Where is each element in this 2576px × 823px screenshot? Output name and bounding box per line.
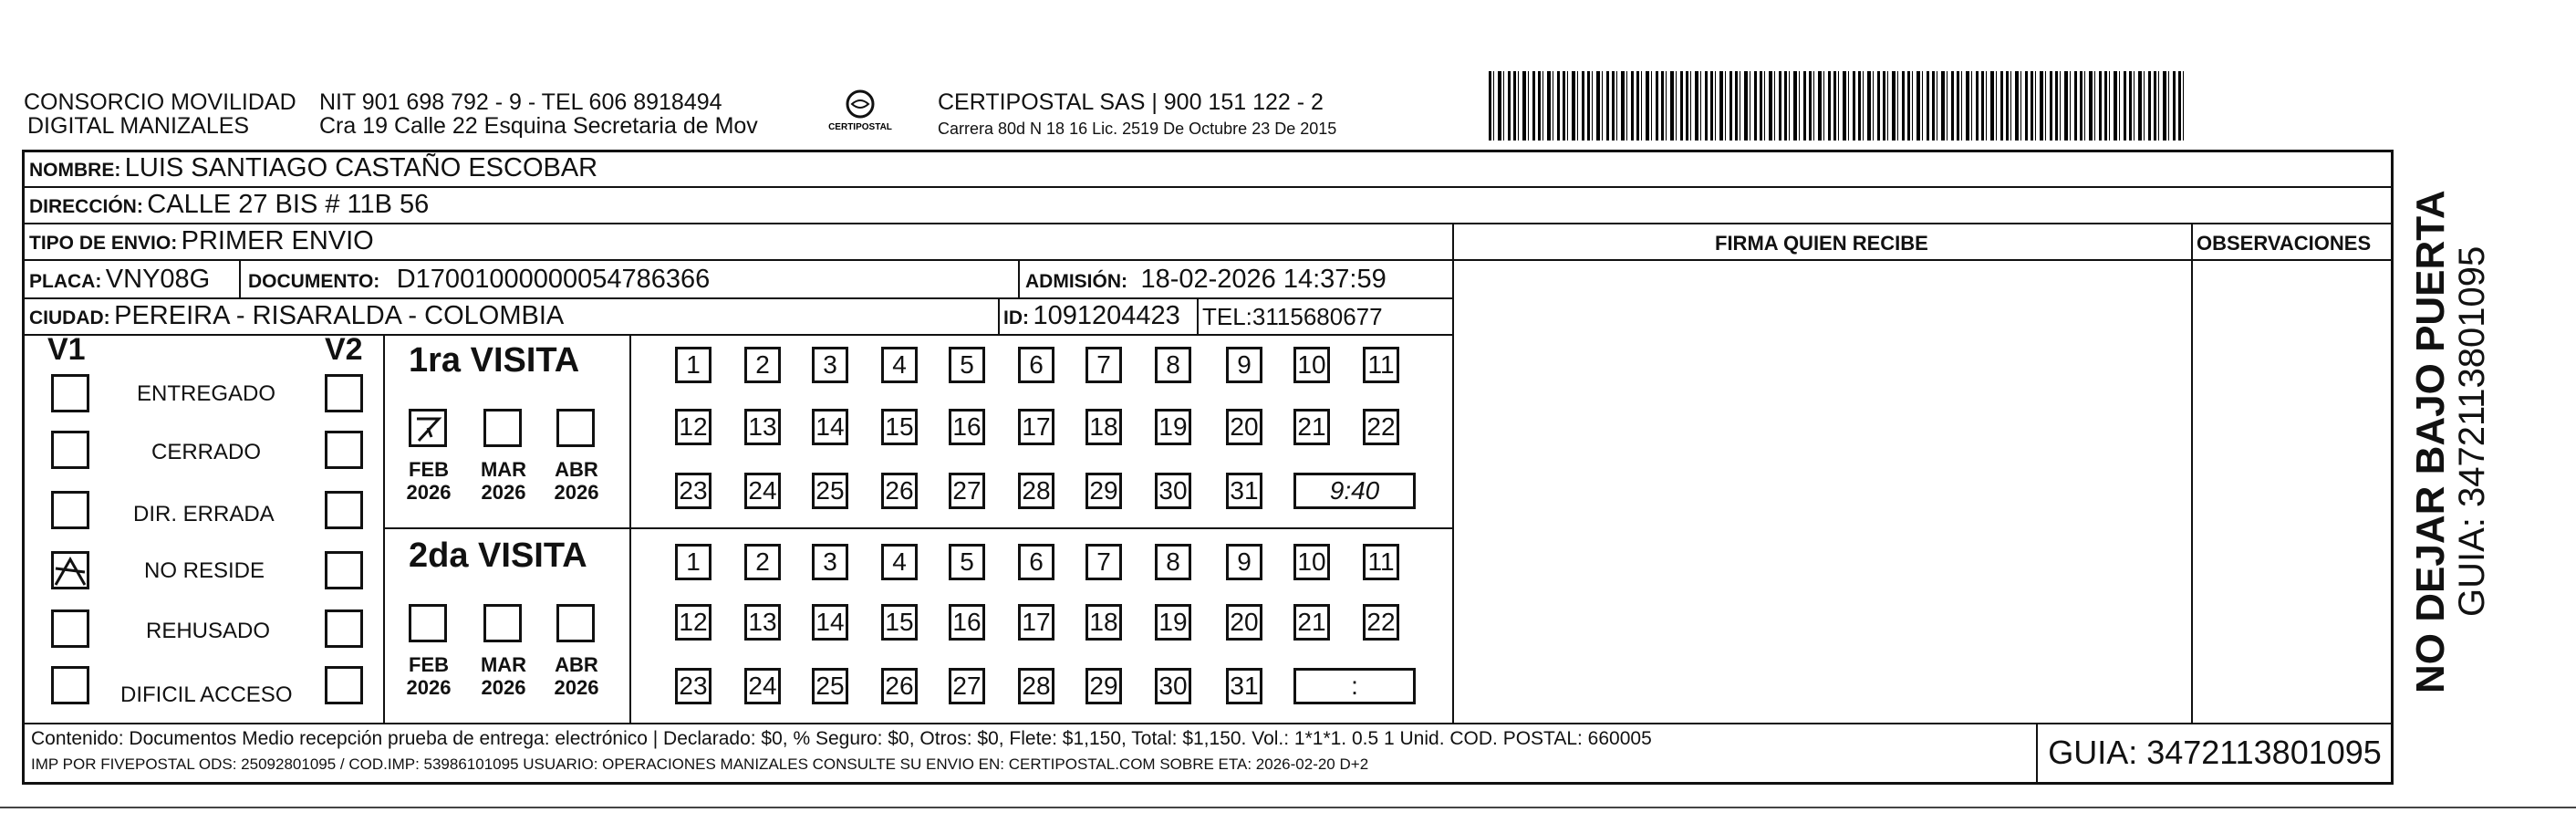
- second-visit-day-box[interactable]: 3: [812, 544, 848, 580]
- first-visit-month-mar: MAR 2026: [480, 458, 527, 504]
- second-visit-day-box[interactable]: 29: [1085, 668, 1122, 704]
- nit-line: NIT 901 698 792 - 9 - TEL 606 8918494: [319, 89, 722, 115]
- documento-row: [248, 265, 710, 295]
- ciudad-value: PEREIRA - RISARALDA - COLOMBIA: [114, 301, 565, 330]
- second-visit-month-mar: MAR 2026: [480, 653, 527, 699]
- second-visit-day-box[interactable]: 16: [949, 604, 985, 641]
- admision-value: 18-02-2026 14:37:59: [1140, 265, 1387, 294]
- side-guia: GUIA: 3472113801095: [2452, 245, 2492, 617]
- documento-value: D17001000000054786366: [396, 265, 711, 294]
- option-dificil-acceso: DIFICIL ACCESO: [120, 682, 293, 707]
- row-divider: [22, 259, 1452, 261]
- option-entregado: ENTREGADO: [137, 381, 276, 406]
- second-visit-day-box[interactable]: 17: [1018, 604, 1054, 641]
- option-cerrado: CERRADO: [151, 440, 262, 464]
- tel-label: TEL:: [1202, 303, 1252, 330]
- second-visit-day-box[interactable]: 24: [744, 668, 781, 704]
- second-visit-label: 2da VISITA: [409, 537, 587, 575]
- certipostal-logo: [819, 86, 901, 141]
- days-left-border: [629, 334, 631, 723]
- visits-left-border: [383, 334, 385, 723]
- second-visit-day-box[interactable]: 27: [949, 668, 985, 704]
- nombre-value: LUIS SANTIAGO CASTAÑO ESCOBAR: [124, 153, 598, 182]
- first-visit-day-box[interactable]: 12: [675, 409, 712, 445]
- first-visit-day-box[interactable]: 7: [1085, 347, 1122, 383]
- second-visit-day-box[interactable]: 26: [881, 668, 918, 704]
- first-visit-day-box[interactable]: 26: [881, 473, 918, 509]
- direccion-value: CALLE 27 BIS # 11B 56: [147, 190, 430, 219]
- first-visit-day-box[interactable]: 23: [675, 473, 712, 509]
- firma-label: FIRMA QUIEN RECIBE: [1715, 232, 1928, 255]
- second-visit-day-box[interactable]: 30: [1155, 668, 1191, 704]
- v2-no-reside-checkbox[interactable]: [325, 551, 363, 589]
- id-label: ID:: [1003, 307, 1029, 328]
- v2-label: V2: [325, 332, 363, 367]
- observations-area[interactable]: [2195, 261, 2392, 721]
- second-visit-day-box[interactable]: 18: [1085, 604, 1122, 641]
- ciudad-row: [29, 301, 564, 331]
- first-visit-day-box[interactable]: 6: [1018, 347, 1054, 383]
- admision-label: ADMISIÓN:: [1025, 271, 1127, 292]
- tipo-envio-label: TIPO DE ENVIO:: [29, 233, 178, 254]
- second-visit-day-box[interactable]: 4: [881, 544, 918, 580]
- second-visit-time-box[interactable]: :: [1293, 668, 1416, 704]
- visit-divider: [383, 527, 1452, 529]
- logo-text: CERTIPOSTAL: [828, 122, 892, 132]
- first-visit-day-box[interactable]: 18: [1085, 409, 1122, 445]
- side-warning: NO DEJAR BAJO PUERTA: [2408, 190, 2453, 693]
- first-visit-mar-box[interactable]: [483, 409, 522, 447]
- signature-left-border: [1452, 223, 1454, 723]
- first-visit-day-box[interactable]: 21: [1293, 409, 1330, 445]
- first-visit-month-abr: ABR 2026: [554, 458, 599, 504]
- observaciones-label: OBSERVACIONES: [2197, 232, 2372, 255]
- second-visit-day-box[interactable]: 12: [675, 604, 712, 641]
- certipostal-line1: CERTIPOSTAL SAS | 900 151 122 - 2: [938, 89, 1324, 115]
- first-visit-day-box[interactable]: 3: [812, 347, 848, 383]
- first-visit-day-box[interactable]: 8: [1155, 347, 1191, 383]
- v1-no-reside-checkbox[interactable]: [51, 551, 89, 589]
- second-visit-day-box[interactable]: 2: [744, 544, 781, 580]
- placa-value: VNY08G: [105, 265, 211, 294]
- first-visit-day-box[interactable]: 13: [744, 409, 781, 445]
- first-visit-day-box[interactable]: 22: [1363, 409, 1399, 445]
- second-visit-day-box[interactable]: 11: [1363, 544, 1399, 580]
- observations-left-border: [2191, 223, 2193, 723]
- second-visit-day-box[interactable]: 8: [1155, 544, 1191, 580]
- bottom-edge: [0, 807, 2576, 808]
- row-divider: [22, 297, 1452, 299]
- option-dir-errada: DIR. ERRADA: [133, 502, 275, 526]
- second-visit-day-box[interactable]: 19: [1155, 604, 1191, 641]
- cell-divider: [239, 259, 241, 297]
- second-visit-day-box[interactable]: 9: [1226, 544, 1262, 580]
- ciudad-label: CIUDAD:: [29, 307, 110, 328]
- v1-rehusado-checkbox[interactable]: [51, 609, 89, 648]
- first-visit-day-box[interactable]: 2: [744, 347, 781, 383]
- row-divider: [22, 186, 2394, 188]
- second-visit-day-box[interactable]: 21: [1293, 604, 1330, 641]
- first-visit-label: 1ra VISITA: [409, 341, 580, 380]
- check-mark-icon: [54, 554, 87, 587]
- second-visit-day-box[interactable]: 6: [1018, 544, 1054, 580]
- barcode: [1489, 71, 2187, 141]
- v2-cerrado-checkbox[interactable]: [325, 431, 363, 469]
- option-no-reside: NO RESIDE: [144, 558, 265, 583]
- first-visit-day-box[interactable]: 25: [812, 473, 848, 509]
- first-visit-day-box[interactable]: 9: [1226, 347, 1262, 383]
- first-visit-day-box[interactable]: 28: [1018, 473, 1054, 509]
- second-visit-month-feb: FEB 2026: [406, 653, 452, 699]
- first-visit-day-box[interactable]: 19: [1155, 409, 1191, 445]
- nombre-label: NOMBRE:: [29, 160, 121, 181]
- first-visit-day-box[interactable]: 20: [1226, 409, 1262, 445]
- second-visit-day-box[interactable]: 13: [744, 604, 781, 641]
- second-visit-day-box[interactable]: 20: [1226, 604, 1262, 641]
- second-visit-day-box[interactable]: 25: [812, 668, 848, 704]
- first-visit-day-box[interactable]: 11: [1363, 347, 1399, 383]
- second-visit-day-box[interactable]: 1: [675, 544, 712, 580]
- nombre-row: [29, 153, 597, 183]
- first-visit-day-box[interactable]: 5: [949, 347, 985, 383]
- first-visit-day-box[interactable]: 29: [1085, 473, 1122, 509]
- first-visit-day-box[interactable]: 30: [1155, 473, 1191, 509]
- first-visit-day-box[interactable]: 4: [881, 347, 918, 383]
- first-visit-time-box[interactable]: 9:40: [1293, 473, 1416, 509]
- row-divider: [22, 334, 1452, 336]
- tipo-envio-row: [29, 226, 374, 256]
- option-rehusado: REHUSADO: [146, 619, 271, 643]
- second-visit-abr-box[interactable]: [556, 604, 595, 642]
- address-line: Cra 19 Calle 22 Esquina Secretaria de Mov: [319, 113, 758, 139]
- admision-row: [1025, 265, 1387, 295]
- row-divider: [22, 223, 2394, 224]
- check-mark-icon: [411, 412, 444, 444]
- v1-entregado-checkbox[interactable]: [51, 374, 89, 412]
- second-visit-day-box[interactable]: 31: [1226, 668, 1262, 704]
- second-visit-day-box[interactable]: 28: [1018, 668, 1054, 704]
- v1-cerrado-checkbox[interactable]: [51, 431, 89, 469]
- second-visit-day-box[interactable]: 15: [881, 604, 918, 641]
- second-visit-day-box[interactable]: 14: [812, 604, 848, 641]
- certipostal-line2: Carrera 80d N 18 16 Lic. 2519 De Octubre 23 De 2015: [938, 120, 1337, 138]
- id-row: [1003, 301, 1180, 331]
- second-visit-day-box[interactable]: 23: [675, 668, 712, 704]
- second-visit-day-box[interactable]: 7: [1085, 544, 1122, 580]
- placa-row: [29, 265, 210, 295]
- direccion-row: [29, 190, 429, 220]
- first-visit-day-box[interactable]: 10: [1293, 347, 1330, 383]
- company-name-line1: CONSORCIO MOVILIDAD: [24, 89, 296, 115]
- placa-label: PLACA:: [29, 271, 102, 292]
- first-visit-day-box[interactable]: 31: [1226, 473, 1262, 509]
- id-value: 1091204423: [1033, 301, 1180, 330]
- second-visit-mar-box[interactable]: [483, 604, 522, 642]
- tel-value: 3115680677: [1252, 303, 1383, 330]
- v2-dir-errada-checkbox[interactable]: [325, 491, 363, 529]
- v2-entregado-checkbox[interactable]: [325, 374, 363, 412]
- footer-contenido: Contenido: Documentos Medio recepción prueba de entrega: electrónico | Declarado: $0, % Seguro: $0, Otros: $0, Flete: $1,150, Total: $1,150. Vol.: 1*1*1. 0.5 1 Unid. COD. POSTAL: 660005: [31, 728, 1652, 749]
- first-visit-day-box[interactable]: 24: [744, 473, 781, 509]
- v2-dificil-acceso-checkbox[interactable]: [325, 666, 363, 704]
- v1-dir-errada-checkbox[interactable]: [51, 491, 89, 529]
- cell-divider: [998, 297, 1000, 334]
- first-visit-day-box[interactable]: 16: [949, 409, 985, 445]
- footer-guia: GUIA: 3472113801095: [2036, 723, 2394, 785]
- first-visit-abr-box[interactable]: [556, 409, 595, 447]
- signature-area[interactable]: [1456, 261, 2189, 721]
- first-visit-day-box[interactable]: 14: [812, 409, 848, 445]
- tipo-envio-value: PRIMER ENVIO: [181, 226, 374, 255]
- cell-divider: [1197, 297, 1199, 334]
- first-visit-month-feb: FEB 2026: [406, 458, 452, 504]
- second-visit-day-box[interactable]: 5: [949, 544, 985, 580]
- footer-imp-line: IMP POR FIVEPOSTAL ODS: 25092801095 / COD.IMP: 53986101095 USUARIO: OPERACIONES MANIZALES CONSULTE SU ENVIO EN: CERTIPOSTAL.COM SOBRE ETA: 2026-02-20 D+2: [31, 755, 1369, 773]
- v1-dificil-acceso-checkbox[interactable]: [51, 666, 89, 704]
- first-visit-day-box[interactable]: 15: [881, 409, 918, 445]
- first-visit-day-box[interactable]: 27: [949, 473, 985, 509]
- second-visit-month-abr: ABR 2026: [554, 653, 599, 699]
- cell-divider: [1018, 259, 1020, 297]
- documento-label: DOCUMENTO:: [248, 271, 380, 292]
- direccion-label: DIRECCIÓN:: [29, 196, 143, 217]
- second-visit-day-box[interactable]: 22: [1363, 604, 1399, 641]
- tel-row: [1202, 303, 1383, 331]
- second-visit-day-box[interactable]: 10: [1293, 544, 1330, 580]
- v1-label: V1: [47, 332, 86, 367]
- second-visit-feb-box[interactable]: [409, 604, 447, 642]
- first-visit-feb-box[interactable]: [409, 409, 447, 447]
- v2-rehusado-checkbox[interactable]: [325, 609, 363, 648]
- company-name-line2: DIGITAL MANIZALES: [27, 113, 250, 139]
- first-visit-day-box[interactable]: 1: [675, 347, 712, 383]
- first-visit-day-box[interactable]: 17: [1018, 409, 1054, 445]
